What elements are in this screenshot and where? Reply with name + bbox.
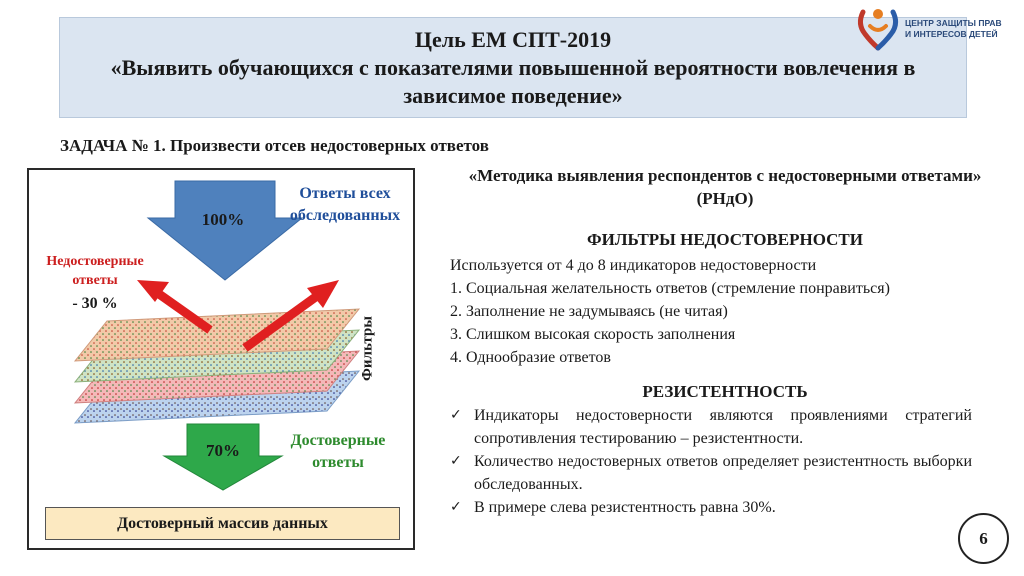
list-item: 3. Слишком высокая скорость заполнения — [450, 326, 736, 343]
logo-line-1: ЦЕНТР ЗАЩИТЫ ПРАВ — [905, 18, 1002, 28]
list-item — [450, 404, 972, 450]
filters-list — [450, 254, 990, 369]
header-title: Цель ЕМ СПТ-2019 — [414, 27, 612, 52]
resistance-item-text: В примере слева резистентность равна 30%. — [474, 499, 776, 516]
filters-intro: Используется от 4 до 8 индикаторов недостоверности — [450, 257, 817, 274]
logo-icon — [853, 4, 903, 52]
logo-line-2: И ИНТЕРЕСОВ ДЕТЕЙ — [905, 29, 998, 39]
resistance-title: РЕЗИСТЕНТНОСТЬ — [642, 382, 808, 401]
filters-title: ФИЛЬТРЫ НЕДОСТОВЕРНОСТИ — [587, 230, 863, 249]
filters-label: Фильтры — [359, 316, 376, 381]
list-item: 1. Социальная желательность ответов (стремление понравиться) — [450, 280, 890, 297]
unreliable-answers-label: Недостоверные ответы — [46, 254, 144, 288]
logo — [853, 4, 1018, 52]
header-subtitle: «Выявить обучающихся с показателями повышенной вероятности вовлечения в зависимое поведение» — [110, 55, 916, 108]
method-title: «Методика выявления респондентов с недостоверными ответами» (РНдО) — [468, 166, 982, 208]
resistance-item-text: Количество недостоверных ответов определяет резистентность выборки обследованных. — [474, 453, 972, 493]
page-number: 6 — [958, 513, 1009, 564]
unreliable-percent: - 30 % — [72, 295, 118, 312]
reliable-percent: 70% — [206, 441, 240, 460]
list-item — [450, 496, 972, 519]
resistance-item-text: Индикаторы недостоверности являются проявлениями стратегий сопротивления тестированию – резистентности. — [474, 407, 972, 447]
checkmark-icon: ✓ — [450, 499, 462, 515]
header-box — [59, 17, 967, 118]
list-item — [450, 450, 972, 496]
all-answers-label: Ответы всех обследованных — [289, 185, 401, 224]
reliable-answers-label: Достоверные ответы — [290, 432, 386, 471]
task-heading: ЗАДАЧА № 1. Произвести отсев недостоверных ответов — [60, 136, 489, 155]
all-percent: 100% — [201, 210, 245, 229]
checkmark-icon: ✓ — [450, 453, 462, 469]
reliable-data-array-box: Достоверный массив данных — [45, 507, 400, 540]
list-item: 2. Заполнение не задумываясь (не читая) — [450, 303, 728, 320]
resistance-list — [450, 404, 972, 519]
checkmark-icon: ✓ — [450, 407, 462, 423]
filters-label-wrap — [358, 312, 378, 392]
list-item: 4. Однообразие ответов — [450, 349, 611, 366]
